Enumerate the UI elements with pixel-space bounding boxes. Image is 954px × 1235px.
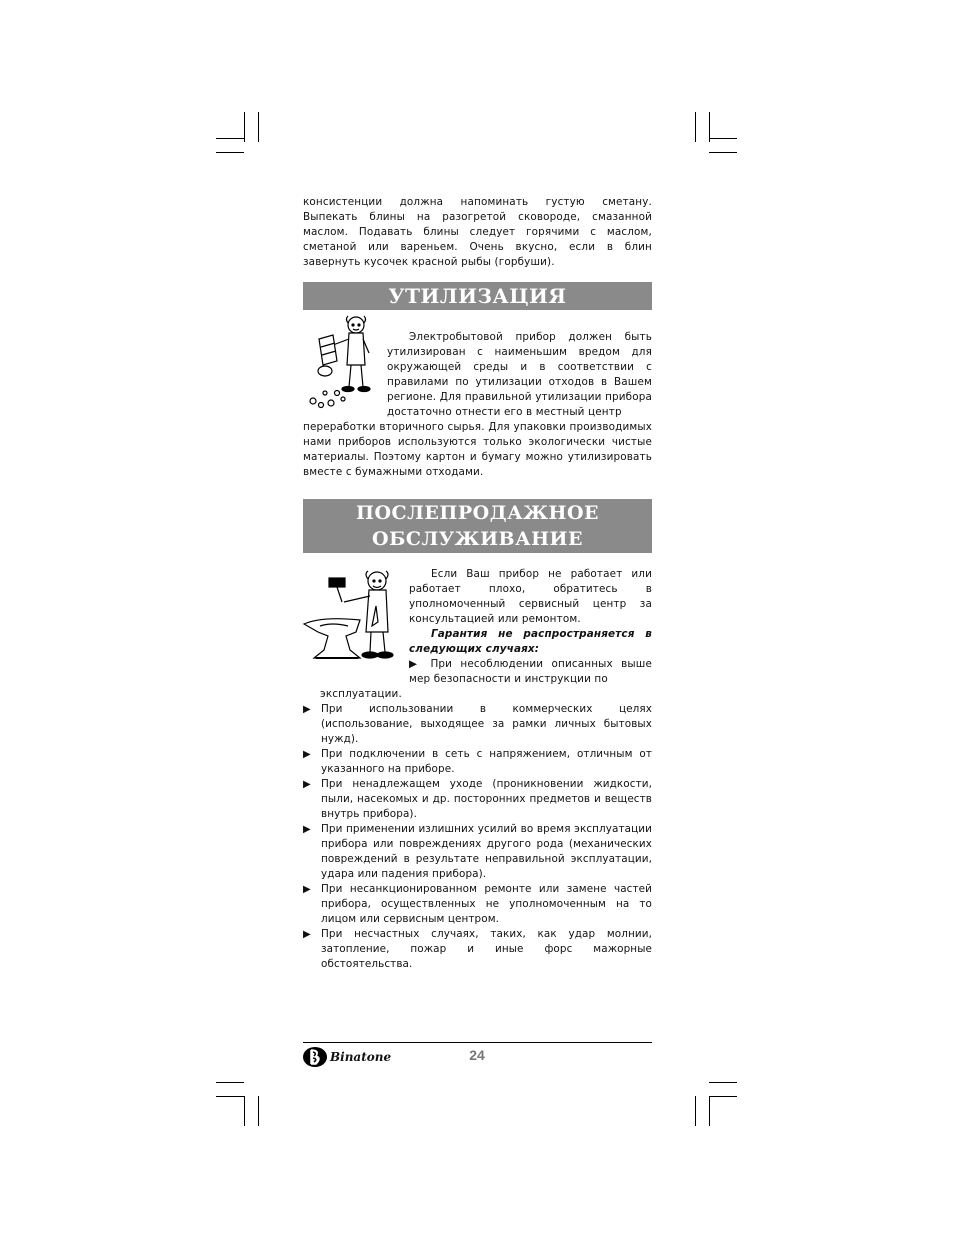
footer-divider: [303, 1042, 652, 1043]
crop-mark: [709, 1096, 737, 1097]
recycling-man-illustration: [303, 313, 383, 413]
bullet-arrow-icon: ▶: [409, 658, 423, 670]
crop-mark: [216, 1096, 244, 1097]
bullet-arrow-icon: ▶: [303, 749, 311, 760]
bullet-arrow-icon: ▶: [303, 884, 311, 895]
crop-mark: [244, 112, 245, 142]
intro-paragraph-block: [303, 195, 652, 270]
list-item: [303, 822, 652, 882]
service-text-wrapped: Если Ваш прибор не работает или работает плохо, обратитесь в уполномоченный сервисный центр за консультацией или ремонтом.: [409, 568, 652, 625]
disposal-text-full: переработки вторичного сырья. Для упаковки производимых нами приборов используются только экологически чистые материалы. Поэтому картон и бумагу можно утилизировать вместе с бумажными отходами.: [303, 421, 652, 478]
list-item-text: При ненадлежащем уходе (проникновении жидкости, пыли, насекомых и др. посторонних предметов и веществ внутрь прибора).: [321, 778, 652, 820]
first-bullet-text: При несоблюдении описанных выше мер безопасности и инструкции по: [409, 658, 652, 685]
section-title-service: [303, 499, 652, 553]
section-title-disposal: УТИЛИЗАЦИЯ: [303, 282, 652, 310]
list-item: [303, 882, 652, 927]
bullet-arrow-icon: ▶: [303, 704, 311, 715]
first-bullet-rest: эксплуатации.: [320, 688, 402, 700]
list-item: [303, 702, 652, 747]
warranty-exclusion-list: [303, 702, 652, 972]
binatone-logo-icon: [302, 1046, 328, 1068]
first-bullet-wrapped: [409, 657, 652, 687]
crop-mark: [258, 112, 259, 142]
list-item-text: При подключении в сеть с напряжением, отличным от указанного на приборе.: [321, 748, 652, 775]
crop-mark: [216, 152, 244, 153]
crop-mark: [695, 1096, 696, 1126]
blacksmith-anvil-illustration: [302, 566, 406, 668]
bullet-arrow-icon: ▶: [303, 929, 311, 940]
crop-mark: [709, 1096, 710, 1126]
service-title-line2: ОБСЛУЖИВАНИЕ: [372, 528, 583, 550]
list-item-text: При несчастных случаях, таких, как удар молнии, затопление, пожар и иные форс мажорные обстоятельства.: [321, 928, 652, 970]
page-number: 24: [469, 1047, 485, 1063]
crop-mark: [695, 112, 696, 142]
crop-mark: [709, 1082, 737, 1083]
list-item-text: При использовании в коммерческих целях (использование, выходящее за рамки личных бытовых нужд).: [321, 703, 652, 745]
brand-logo: [302, 1046, 391, 1068]
intro-paragraph: консистенции должна напоминать густую сметану. Выпекать блины на разогретой сковороде, смазанной маслом. Подавать блины следует горячими с маслом, сметаной или вареньем. Очень вкусно, если в блин завернуть кусочек красной рыбы (горбуши).: [303, 196, 652, 268]
crop-mark: [244, 1096, 245, 1126]
list-item-text: При применении излишних усилий во время эксплуатации прибора или повреждениях другого рода (механических повреждений в результате неправильной эксплуатации, удара или падения прибора).: [321, 823, 652, 880]
service-title-line1: ПОСЛЕПРОДАЖНОЕ: [356, 502, 599, 524]
bullet-arrow-icon: ▶: [303, 824, 311, 835]
disposal-text-full-block: [303, 420, 652, 480]
list-item: [303, 747, 652, 777]
crop-mark: [216, 1082, 244, 1083]
list-item-text: При несанкционированном ремонте или замене частей прибора, осуществленных не уполномоченным на то лицом или сервисным центром.: [321, 883, 652, 925]
disposal-text-wrapped: Электробытовой прибор должен быть утилизирован с наименьшим вредом для окружающей среды и в соответствии с правилами по утилизации отходов в Вашем регионе. Для правильной утилизации прибора достаточно отнести его в местный центр: [387, 331, 652, 418]
crop-mark: [709, 152, 737, 153]
list-item: [303, 927, 652, 972]
crop-mark: [258, 1096, 259, 1126]
brand-name: Binatone: [330, 1050, 392, 1064]
crop-mark: [709, 138, 737, 139]
warranty-heading: Гарантия не распространяется в следующих случаях:: [409, 628, 652, 655]
crop-mark: [216, 138, 244, 139]
bullet-arrow-icon: ▶: [303, 779, 311, 790]
list-item: [303, 777, 652, 822]
